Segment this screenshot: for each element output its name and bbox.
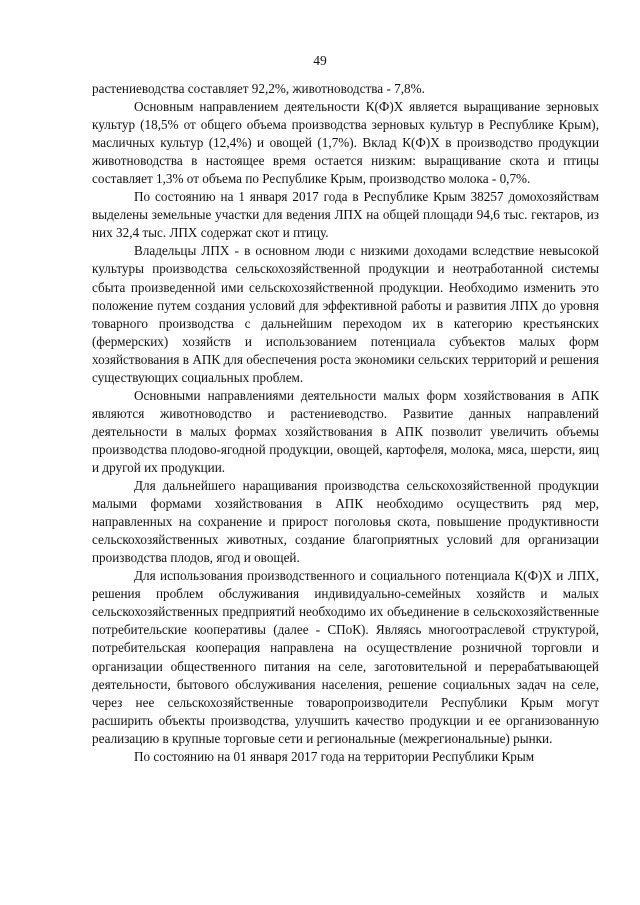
- paragraph-7: Для использования производственного и социального потенциала К(Ф)Х и ЛПХ, решения проблем обслуживания индивидуально-семейных хозяйств и малых сельскохозяйственных предприятий необходимо их объединение в сельскохозяйственные потребительские кооперативы (далее - СПоК). Являясь многоотраслевой структурой, потребительская кооперация направлена на осуществление розничной торговли и организации общественного питания на селе, заготовительной и перерабатывающей деятельности, бытового обслуживания населения, решение социальных задач на селе, через нее сельскохозяйственные товаропроизводители Республики Крым могут расширить объекты производства, улучшить качество продукции и ее организованную реализацию в крупные торговые сети и региональные (межрегиональные) рынки.: [92, 568, 599, 746]
- paragraph-3: По состоянию на 1 января 2017 года в Республике Крым 38257 домохозяйствам выделены земельные участки для ведения ЛПХ на общей площади 94,6 тыс. гектаров, из них 32,4 тыс. ЛПХ содержат скот и птицу.: [92, 189, 599, 241]
- paragraph-1: растениеводства составляет 92,2%, животноводства - 7,8%.: [92, 81, 425, 96]
- paragraph-2: Основным направлением деятельности К(Ф)Х является выращивание зерновых культур (18,5% от общего объема производства зерновых культур в Республике Крым), масличных культур (12,4%) и овощей (1,7%). Вклад К(Ф)Х в производство продукции животноводства в настоящее время остается низким: выращивание скота и птицы составляет 1,3% от объема по Республике Крым, производство молока - 0,7%.: [92, 99, 599, 187]
- paragraph-8: По состоянию на 01 января 2017 года на территории Республики Крым: [134, 748, 535, 764]
- paragraph-5: Основными направлениями деятельности малых форм хозяйствования в АПК являются животноводство и растениеводство. Развитие данных направлений деятельности в малых формах хозяйствования в АПК позволит увеличить объемы производства плодово-ягодной продукции, овощей, картофеля, молока, мяса, шерсти, яиц и другой их продукции.: [92, 387, 599, 475]
- page-number: 49: [313, 53, 327, 68]
- document-body: [92, 80, 599, 766]
- paragraph-6: Для дальнейшего наращивания производства сельскохозяйственной продукции малыми формами хозяйствования в АПК необходимо осуществить ряд мер, направленных на сохранение и прирост поголовья скота, повышение продуктивности сельскохозяйственных животных, создание благоприятных условий для организации производства плодов, ягод и овощей.: [92, 478, 599, 566]
- paragraph-4: Владельцы ЛПХ - в основном люди с низкими доходами вследствие невысокой культуры производства сельскохозяйственной продукции и неотработанной системы сбыта произведенной ими сельскохозяйственной продукции. Необходимо изменить это положение путем создания условий для эффективной работы и развития ЛПХ до уровня товарного производства с дальнейшим переходом их в категорию крестьянских (фермерских) хозяйств и использованием потенциала субъектов малых форм хозяйствования в АПК для обеспечения роста экономики сельских территорий и решения существующих социальных проблем.: [92, 243, 599, 385]
